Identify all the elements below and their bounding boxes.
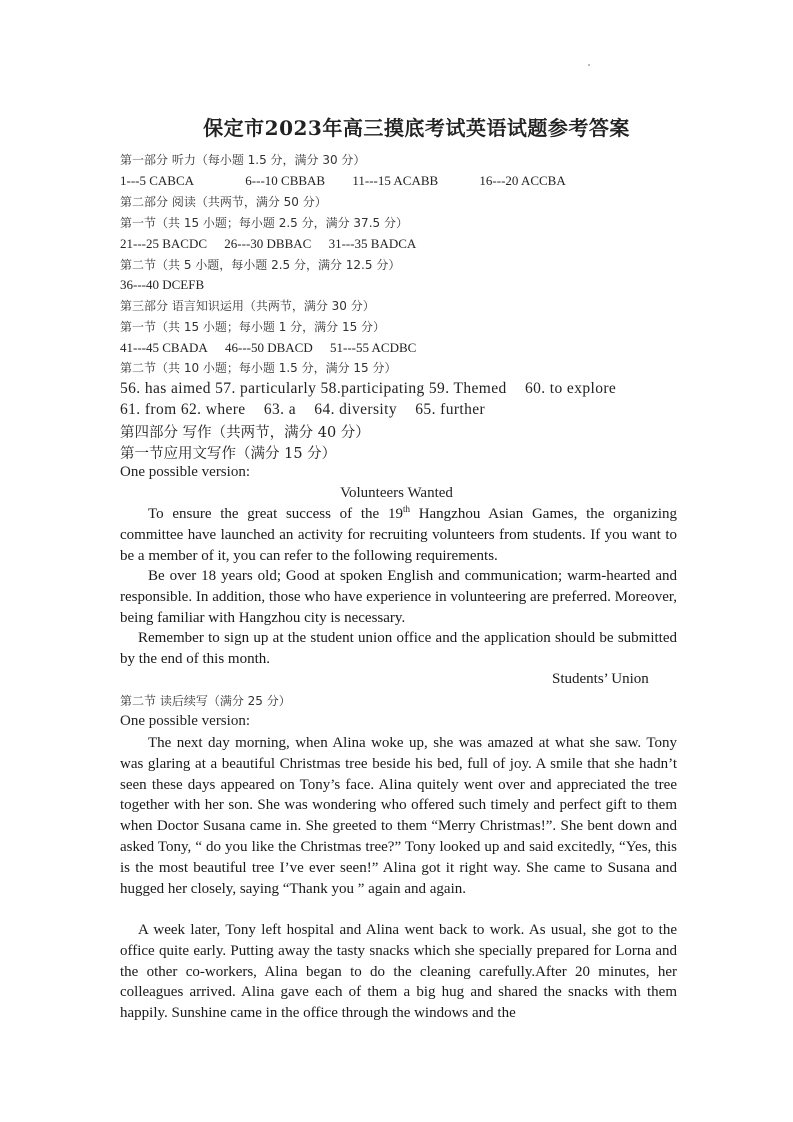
- answer-group: 51---55 ACDBC: [330, 340, 417, 355]
- scan-speck: [588, 64, 590, 66]
- letter-paragraph-1: To ensure the great success of the 19th Hangzhou Asian Games, the organizing committee have launched an activity for recruiting volunteers from students. If you want to be a member of it, you can refer to the following requirements.: [120, 504, 678, 564]
- page-title: 保定市2023年高三摸底考试英语试题参考答案: [203, 116, 630, 140]
- fill-answer: 61. from: [120, 401, 177, 418]
- part3-sec1-heading: 第一节（共 15 小题；每小题 1 分，满分 15 分）: [120, 320, 386, 334]
- fill-answers-row-1: [120, 380, 616, 398]
- part4-heading: 第四部分 写作（共两节，满分 40 分）: [120, 425, 370, 441]
- part3-heading: 第三部分 语言知识运用（共两节，满分 30 分）: [120, 299, 375, 313]
- story-paragraph-2: A week later, Tony left hospital and Alina went back to work. As usual, she got to the office quite early. Putting away the tasty snacks which she specially prepared for Lorna and the other co-workers, Alina began to do the cleaning carefully.After 20 minutes, her colleagues arrived. Alina gave each of them a big hug and shared the snacks with them happily. Sunshine came in the office through the windows and the: [120, 922, 677, 1022]
- answer-group: 46---50 DBACD: [225, 340, 313, 355]
- letter-title: Volunteers Wanted: [340, 485, 453, 501]
- fill-answer: 65. further: [415, 401, 486, 418]
- answer-group: 21---25 BACDC: [120, 236, 208, 251]
- part2-sec1-answers: [120, 236, 416, 252]
- part4-sec2-heading: 第二节 读后续写（满分 25 分）: [120, 694, 291, 708]
- letter-paragraph-2: Be over 18 years old; Good at spoken English and communication; warm-hearted and responsible. In addition, those who have experience in volunteering are preferred. Moreover, being familiar with Hangzhou city is necessary.: [120, 568, 677, 626]
- fill-answer: 64. diversity: [314, 401, 397, 418]
- part2-heading: 第二部分 阅读（共两节，满分 50 分）: [120, 195, 327, 209]
- fill-answer: 56. has aimed: [120, 380, 211, 397]
- fill-answer: 57. particularly: [215, 380, 317, 397]
- fill-answer: 59. Themed: [428, 380, 507, 397]
- part2-sec2-heading: 第二节（共 5 小题，每小题 2.5 分，满分 12.5 分）: [120, 258, 401, 272]
- part3-sec1-answers: [120, 340, 416, 356]
- answer-group: 31---35 BADCA: [328, 236, 417, 251]
- version-label-2: One possible version:: [120, 713, 250, 729]
- fill-answer: 60. to explore: [524, 380, 617, 397]
- answer-group: 11---15 ACABB: [352, 173, 439, 188]
- letter-paragraph-3: Remember to sign up at the student union office and the application should be submitted by the end of this month.: [120, 630, 677, 667]
- fill-answer: 62. where: [180, 401, 246, 418]
- part2-sec1-heading: 第一节（共 15 小题；每小题 2.5 分，满分 37.5 分）: [120, 216, 408, 230]
- answer-group: 6---10 CBBAB: [245, 173, 326, 188]
- part1-heading: 第一部分 听力（每小题 1.5 分，满分 30 分）: [120, 153, 366, 167]
- story-paragraph-1: The next day morning, when Alina woke up, she was amazed at what she saw. Tony was glaring at a beautiful Christmas tree beside his bed, full of joy. A smile that she hadn’t seen these days appeared on Tony’s face. Alina quitely went over and appreciated the tree together with her son. She was wondering who offered such timely and perfect gift to them when Doctor Susana came in. She greeted to them “Merry Christmas!”. She bent down and asked Tony, “ do you like the Christmas tree?” Tony looked up and said excitedly, “Yes, this is the most beautiful tree I’ve ever seen!” Alina got it right way. She came to Susana and hugged her closely, saying “Thank you ” again and again.: [120, 735, 677, 897]
- part1-answers: [120, 173, 566, 189]
- letter-signature: Students’ Union: [552, 671, 649, 687]
- answer-group: 41---45 CBADA: [120, 340, 208, 355]
- part2-sec2-answers: 36---40 DCEFB: [120, 277, 205, 292]
- part3-sec2-heading: 第二节（共 10 小题；每小题 1.5 分，满分 15 分）: [120, 361, 397, 375]
- fill-answers-row-2: [120, 401, 485, 419]
- fill-answer: 58.participating: [320, 380, 425, 397]
- fill-answer: 63. a: [263, 401, 297, 418]
- answer-group: 16---20 ACCBA: [479, 173, 566, 188]
- answer-group: 1---5 CABCA: [120, 173, 195, 188]
- part4-sec1-heading: 第一节应用文写作（满分 15 分）: [120, 446, 337, 462]
- version-label: One possible version:: [120, 464, 250, 480]
- answer-group: 26---30 DBBAC: [224, 236, 312, 251]
